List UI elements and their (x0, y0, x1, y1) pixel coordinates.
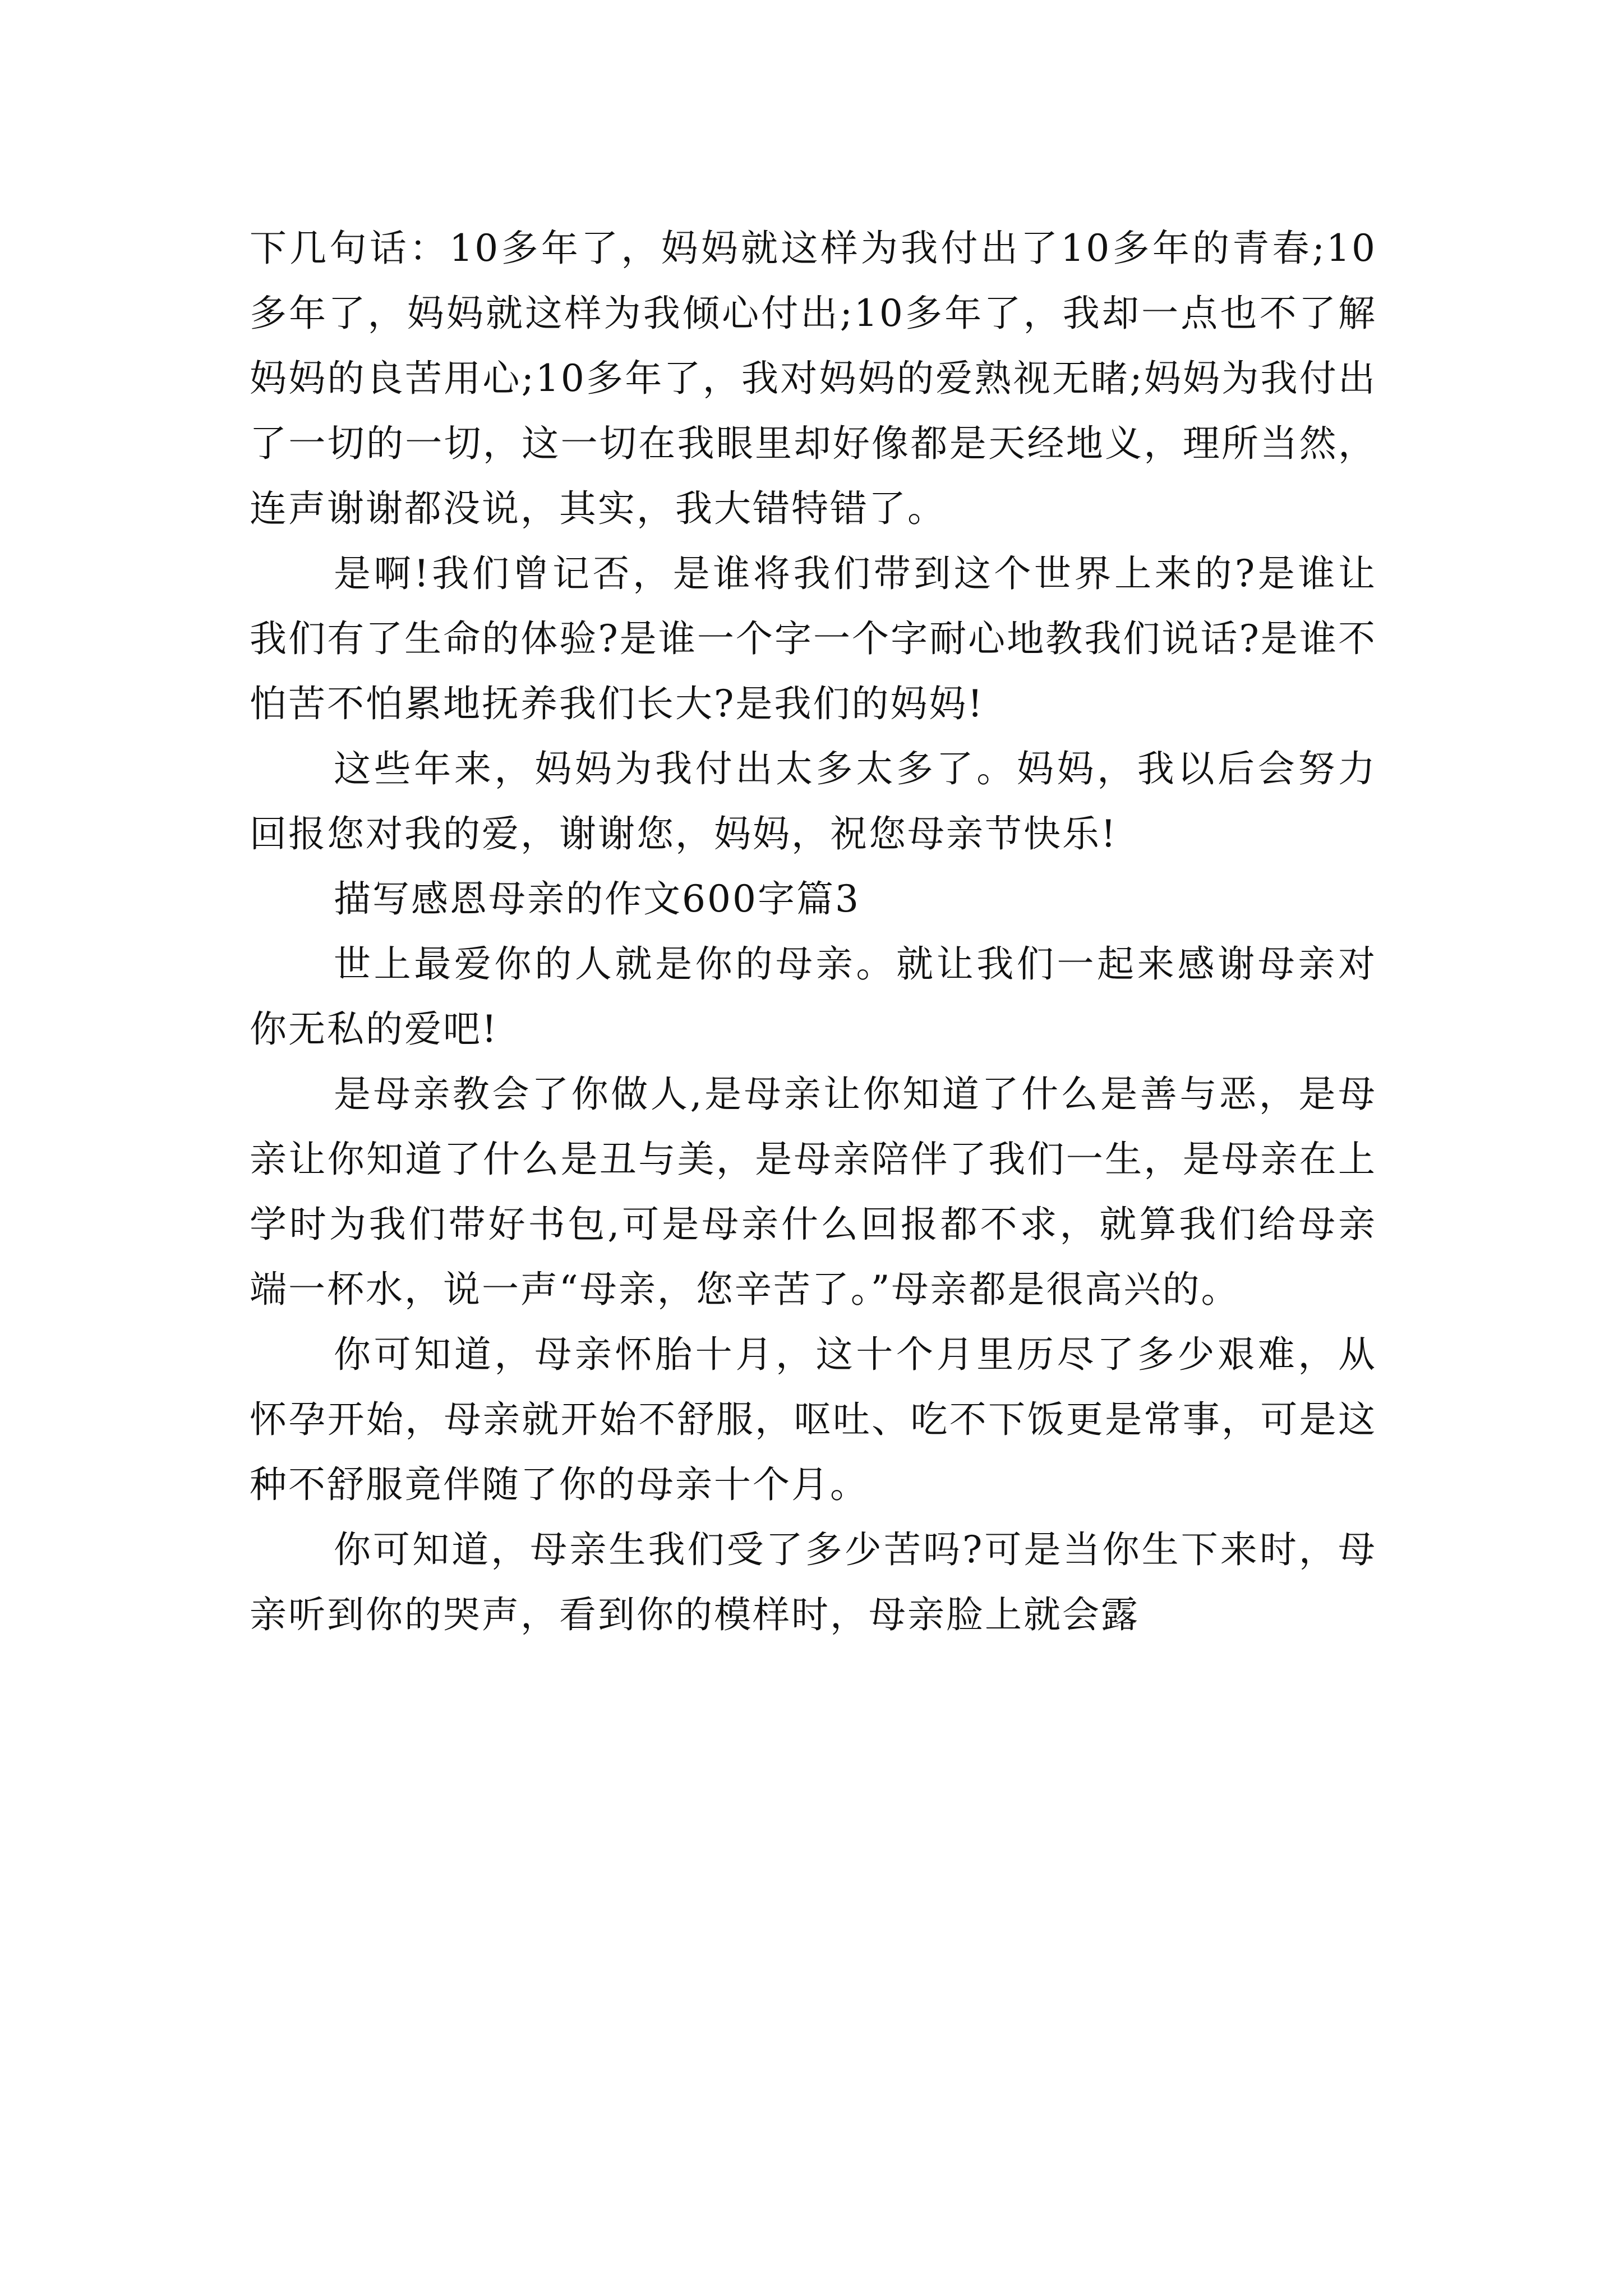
paragraph-2: 是啊!我们曾记否，是谁将我们带到这个世界上来的?是谁让我们有了生命的体验?是谁一个字一个字耐心地教我们说话?是谁不怕苦不怕累地抚养我们长大?是我们的妈妈! (250, 552, 1377, 725)
paragraph-5: 世上最爱你的人就是你的母亲。就让我们一起来感谢母亲对你无私的爱吧! (250, 942, 1377, 1051)
paragraph-7: 你可知道，母亲怀胎十月，这十个月里历尽了多少艰难，从怀孕开始，母亲就开始不舒服，呕吐、吃不下饭更是常事，可是这种不舒服竟伴随了你的母亲十个月。 (250, 1333, 1377, 1506)
paragraph-6: 是母亲教会了你做人,是母亲让你知道了什么是善与恶，是母亲让你知道了什么是丑与美，是母亲陪伴了我们一生，是母亲在上学时为我们带好书包,可是母亲什么回报都不求，就算我们给母亲端一杯水，说一声“母亲，您辛苦了。”母亲都是很高兴的。 (250, 1073, 1377, 1311)
paragraph-8: 你可知道，母亲生我们受了多少苦吗?可是当你生下来时，母亲听到你的哭声，看到你的模样时，母亲脸上就会露 (250, 1528, 1377, 1636)
document-body (250, 216, 1377, 1648)
paragraph-1: 下几句话：10多年了，妈妈就这样为我付出了10多年的青春;10多年了，妈妈就这样为我倾心付出;10多年了，我却一点也不了解妈妈的良苦用心;10多年了，我对妈妈的爱熟视无睹;妈妈为我付出了一切的一切，这一切在我眼里却好像都是天经地义，理所当然，连声谢谢都没说，其实，我大错特错了。 (250, 227, 1377, 530)
section-heading: 描写感恩母亲的作文600字篇3 (334, 877, 860, 921)
paragraph-3: 这些年来，妈妈为我付出太多太多了。妈妈，我以后会努力回报您对我的爱，谢谢您，妈妈，祝您母亲节快乐! (250, 747, 1377, 855)
